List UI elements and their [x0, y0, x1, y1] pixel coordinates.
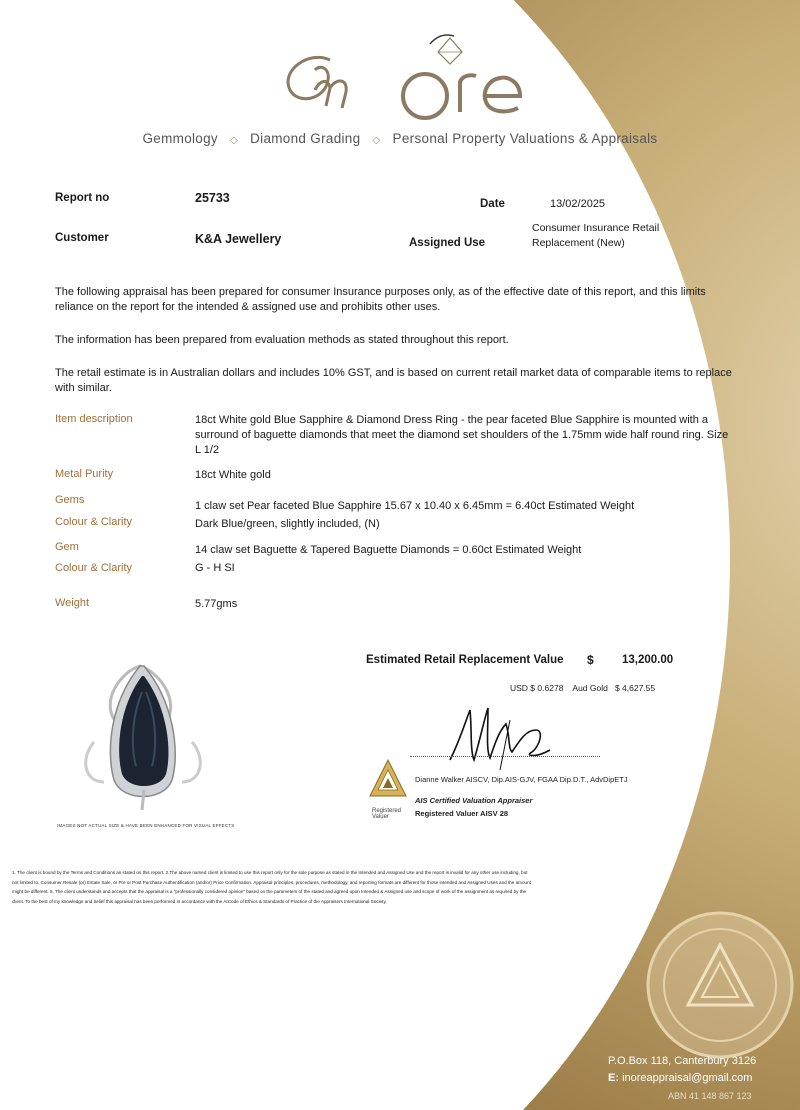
- tagline-gemmology: Gemmology: [142, 131, 218, 146]
- gems-value: 1 claw set Pear faceted Blue Sapphire 15.67 x 10.40 x 6.45mm = 6.40ct Estimated Weight: [195, 500, 635, 512]
- embossed-seal-icon: [640, 905, 800, 1065]
- image-caption: IMAGES NOT ACTUAL SIZE & HAVE BEEN ENHANCED FOR VISUAL EFFECTS: [57, 823, 235, 828]
- tagline-separator: ◇: [372, 135, 381, 146]
- estimate-label: Estimated Retail Replacement Value: [366, 654, 564, 666]
- assigned-use-line1: Consumer Insurance Retail: [532, 222, 660, 234]
- footer-abn: ABN 41 148 867 123: [668, 1091, 752, 1101]
- customer-value: K&A Jewellery: [195, 232, 282, 246]
- badge-line2: Valuer: [372, 814, 389, 820]
- date-label: Date: [480, 198, 505, 210]
- methods-paragraph: The information has been prepared from evaluation methods as stated throughout this report.: [55, 334, 509, 346]
- assigned-use-label: Assigned Use: [409, 237, 486, 249]
- email-label: E:: [608, 1072, 619, 1084]
- tagline-valuations: Personal Property Valuations & Appraisals: [392, 131, 658, 146]
- metal-purity-label: Metal Purity: [55, 468, 114, 480]
- gem-label: Gem: [55, 541, 79, 553]
- date-value: 13/02/2025: [550, 198, 606, 210]
- customer-label: Customer: [55, 232, 109, 244]
- usd-label: USD $: [510, 683, 536, 693]
- assigned-use-line2: Replacement (New): [532, 237, 625, 249]
- estimate-amount: 13,200.00: [622, 654, 674, 666]
- logo-lettering-icon: [270, 30, 540, 130]
- signature-line: [410, 756, 600, 757]
- valuer-name: Dianne Walker AISCV, Dip.AIS-GJV, FGAA Dip.D.T., AdvDipETJ: [415, 775, 628, 784]
- aud-gold-value: $ 4,627.55: [614, 683, 656, 693]
- tagline: [0, 131, 800, 146]
- colour-clarity-label-2: Colour & Clarity: [55, 562, 133, 574]
- valuer-registration: Registered Valuer AISV 28: [415, 809, 509, 818]
- weight-label: Weight: [55, 597, 90, 609]
- inore-logo: [270, 30, 540, 130]
- signature: [440, 690, 590, 780]
- terms-and-conditions: 1. The client is bound by the Terms and Conditions as stated on this report. 2.The above named client is limited to use this report only for the sole purpose as stated in the Intended and Assigned Use and the report is invalid for any other use including, but not limited to, Consumer Resale (or) Estate Sale, or Pre or Post Purchase Authentification (and/or) Price Confirmation. Appraisal principles, procedures, methodology, and reporting formats are different for those intended and Assigned Uses and the amount might be different. 5. The client understands and accepts that the appraisal is a "professionally considered opinion" based on the parameters of the stated and agreed upon Intended & Assigned use and scope of work of the assignment as required by the client. To the best of my knowledge and belief this appraisal has been performed in accordance with the AICode of Ethics & Standards of Practice of the Appraisers International Society.: [12, 870, 531, 904]
- usd-rate: 0.6278: [537, 683, 564, 693]
- badge-line1: Registered: [372, 808, 402, 814]
- colour-clarity-label-1: Colour & Clarity: [55, 516, 133, 528]
- footer-email: [608, 1072, 752, 1084]
- gems-label: Gems: [55, 494, 85, 506]
- metal-purity-value: 18ct White gold: [195, 469, 271, 481]
- item-description-label: Item description: [55, 413, 133, 425]
- retail-estimate-paragraph: The retail estimate is in Australian dollars and includes 10% GST, and is based on current retail market data of comparable items to replace with similar.: [55, 367, 732, 394]
- report-no-value: 25733: [195, 191, 230, 205]
- tagline-diamond-grading: Diamond Grading: [250, 131, 361, 146]
- intro-paragraph: The following appraisal has been prepared for consumer Insurance purposes only, as of the effective date of this report, and this limits reliance on the report for the intended & assigned use and prohibits other uses.: [55, 286, 706, 313]
- tagline-separator: ◇: [230, 135, 239, 146]
- registered-valuer-badge-icon: [368, 756, 408, 816]
- item-description-value: 18ct White gold Blue Sapphire & Diamond Dress Ring - the pear faceted Blue Sapphire is mounted with a surround of baguette diamonds that meet the diamond set shoulders of the 1.75mm wide half round ring. Size L 1/2: [195, 414, 729, 456]
- colour-clarity-value-1: Dark Blue/green, slightly included, (N): [195, 518, 380, 530]
- aud-gold-label: Aud Gold: [572, 683, 608, 693]
- report-no-label: Report no: [55, 192, 110, 204]
- badge-text: [372, 808, 401, 820]
- gem-value: 14 claw set Baguette & Tapered Baguette Diamonds = 0.60ct Estimated Weight: [195, 544, 582, 556]
- email-address[interactable]: inoreappraisal@gmail.com: [622, 1072, 753, 1084]
- ring-image: [80, 662, 230, 812]
- footer-po-box: P.O.Box 118, Canterbury 3126: [608, 1055, 757, 1067]
- weight-value: 5.77gms: [195, 598, 238, 610]
- valuer-certification: AIS Certified Valuation Appraiser: [415, 796, 533, 805]
- estimate-currency: $: [587, 653, 594, 667]
- colour-clarity-value-2: G - H SI: [195, 562, 235, 574]
